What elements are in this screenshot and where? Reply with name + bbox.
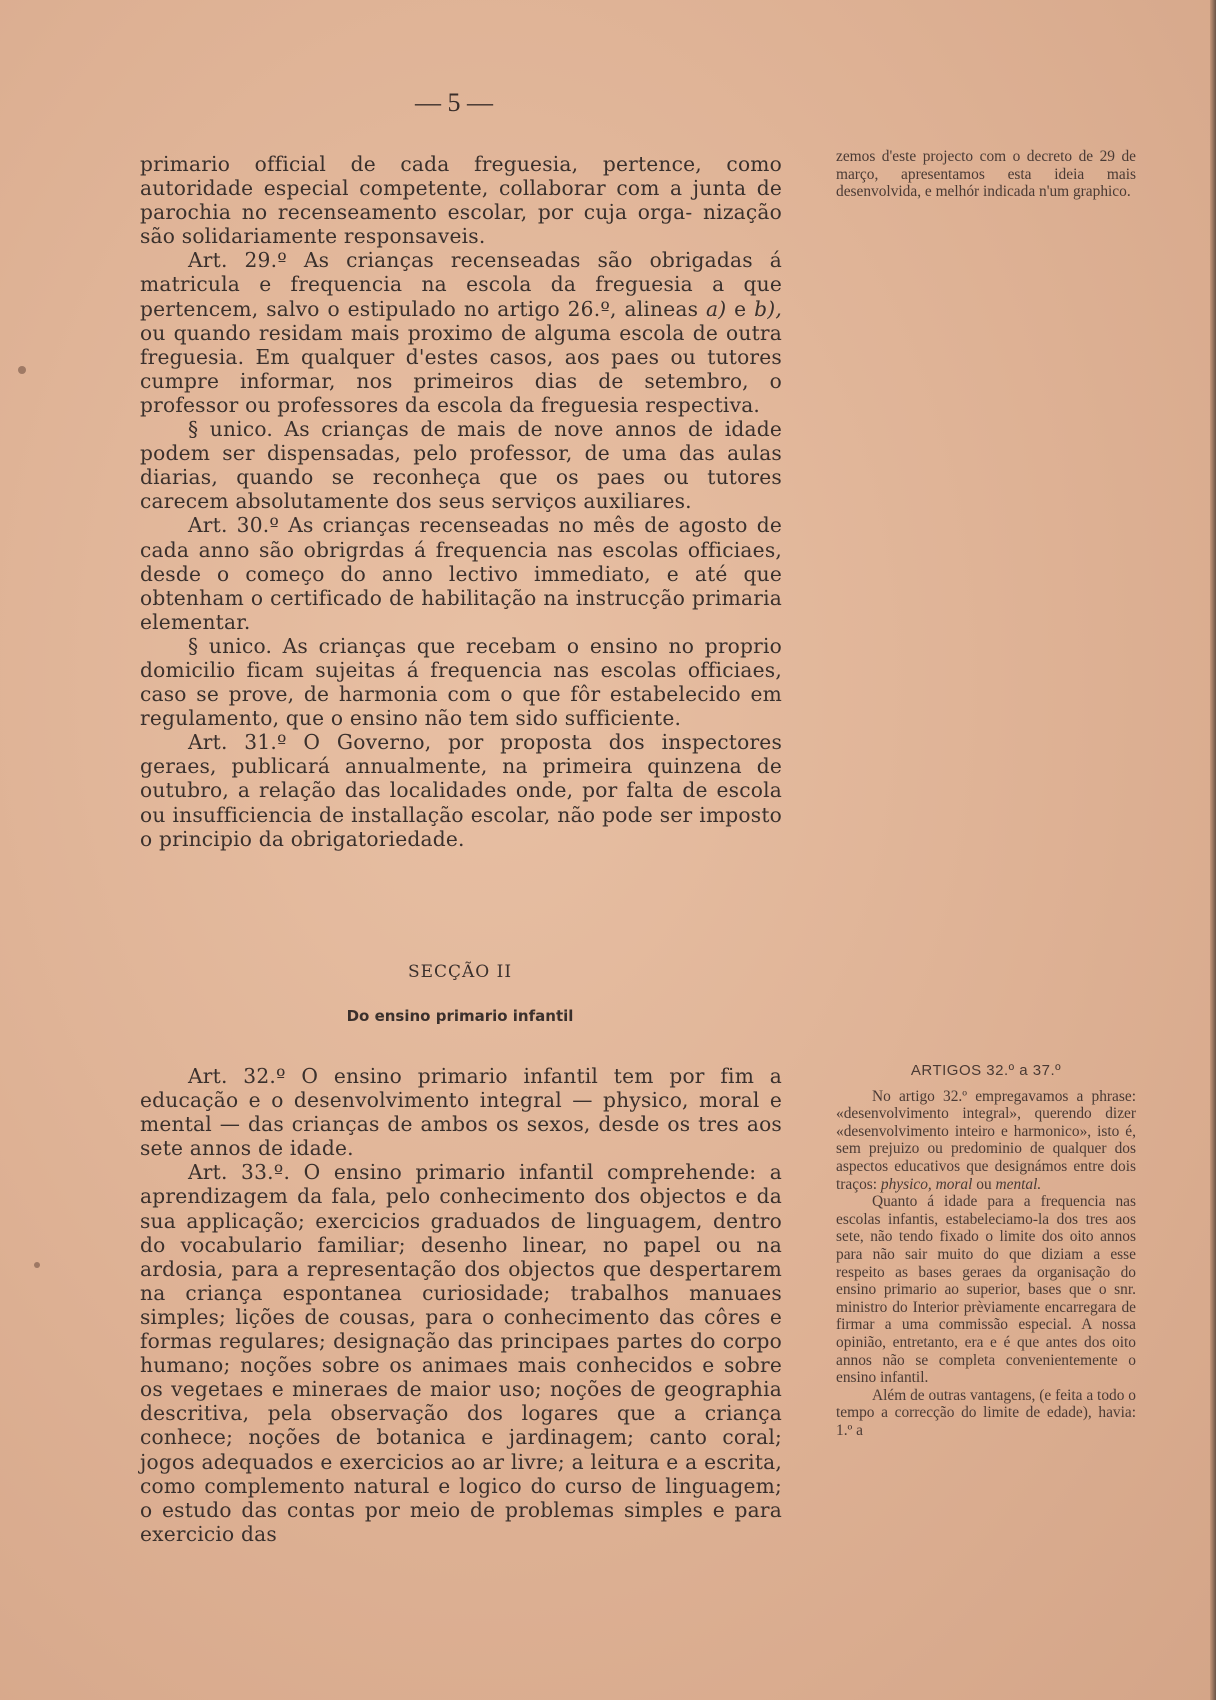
page-number: — 5 — — [415, 88, 493, 117]
article-text-rest: ou quando residam mais proximo de alguma escola de outra freguesia. Em qualquer d'estes casos, aos paes ou tutores cumpre informar, nos primeiros dias de setembro, o professor ou professores da escola da freguesia respectiva. — [140, 320, 782, 417]
item-b: b), — [754, 296, 782, 321]
page-edge — [1210, 0, 1216, 1700]
ink-blot — [34, 1262, 40, 1268]
side-paragraph-1 — [836, 1088, 1136, 1194]
articles-28-31 — [140, 152, 782, 851]
main-column-section-2 — [140, 1064, 782, 1546]
side-note-top — [836, 148, 1136, 201]
article-label: Art. 29.º — [188, 248, 287, 273]
side-italic: moral — [935, 1175, 973, 1193]
side-italic: physico, — [880, 1175, 932, 1193]
section-heading: SECÇÃO II — [407, 962, 513, 982]
side-paragraph-3: Além de outras vantagens, (e feita a todo o tempo a correcção do limite de edade), havia: 1.º a — [836, 1386, 1136, 1439]
side-note-text: zemos d'este projecto com o decreto de 29 de março, apresentamos esta ideia mais desenvolvida, e melhór indicada n'um graphico. — [836, 148, 1136, 201]
art28-tail — [140, 152, 782, 248]
main-column — [140, 152, 782, 851]
conjunction: e — [734, 296, 747, 321]
article-32: Art. 32.º O ensino primario infantil tem por fim a educação e o desenvolvimento integral — physico, moral e mental — das crianças de ambos os sexos, desde os tres aos sete annos de idade. — [140, 1064, 782, 1161]
text-line: autoridade especial competente, collaborar com a junta — [140, 176, 747, 201]
text-line: de parochia no recenseamento escolar, por cuja orga- — [140, 176, 782, 225]
side-heading: ARTIGOS 32.º a 37.º — [910, 1062, 1062, 1079]
ink-blot — [18, 366, 26, 374]
article-text: As crianças recenseadas são obrigadas á matricula e frequencia na escola da freguesia a que pertencem, salvo o estipulado no artigo 26.º, alineas — [140, 248, 782, 321]
item-a: a) — [706, 296, 727, 321]
article-29 — [140, 248, 782, 417]
side-paragraph-2: Quanto á idade para a frequencia nas escolas infantis, estabeleciamo-la dos tres aos sete, não tendo fixado o limite dos oito annos para não sair muito do que diziam a esse respeito as bases geraes da organisação do ensino primario ao superior, bases que o snr. ministro do Interior prèviamente encarregara de firmar a uma commissão especial. A nossa opinião, entretanto, era e é que antes dos oito annos não se completa convenientemente o ensino infantil. — [836, 1193, 1136, 1387]
side-text: ou — [976, 1175, 992, 1193]
article-30-unico: § unico. As crianças que recebam o ensino no proprio domicilio ficam sujeitas á frequencia nas escolas officiaes, caso se prove, de harmonia com o que fôr estabelecido em regulamento, que o ensino não tem sido sufficiente. — [140, 633, 782, 731]
section-subheading: Do ensino primario infantil — [346, 1007, 574, 1025]
text-line: primario official de cada freguesia, pertence, como — [140, 152, 782, 176]
side-text: No artigo 32.º empregavamos a phrase: «desenvolvimento integral», querendo dizer «desenvolvimento inteiro e harmonico», isto é, sem prejuizo ou predominio de qualquer dos aspectos educativos que designámos entre dois traços: — [836, 1087, 1136, 1193]
article-33: Art. 33.º. O ensino primario infantil comprehende: a aprendizagem da fala, pelo conhecimento dos objectos e da sua applicação; exercicios graduados de linguagem, dentro do vocabulario familiar; desenho linear, no papel ou na ardosia, para a representação dos objectos que despertarem na criança espontanea curiosidade; trabalhos manuaes simples; lições de cousas, para o conhecimento das côres e formas regulares; designação das principaes partes do corpo humano; noções sobre os animaes mais conhecidos e sobre os vegetaes e mineraes de maior uso; noções de geographia descritiva, pela observação dos logares que a criança conhece; noções de botanica e jardinagem; canto coral; jogos adequados e exercicios ao ar livre; a leitura e a escrita, como complemento natural e logico do curso de linguagem; o estudo das contas por meio de problemas simples e para exercicio das — [140, 1160, 782, 1546]
article-29-unico: § unico. As crianças de mais de nove annos de idade podem ser dispensadas, pelo professor, de uma das aulas diarias, quando se reconheça que os paes ou tutores carecem absolutamente dos seus serviços auxiliares. — [140, 417, 782, 514]
side-italic: mental. — [995, 1175, 1042, 1193]
side-note-bottom — [836, 1062, 1136, 1439]
text-line: nização são solidariamente responsaveis. — [140, 200, 783, 249]
article-31: Art. 31.º O Governo, por proposta dos inspectores geraes, publicará annualmente, na primeira quinzena de outubro, a relação das localidades onde, por falta de escola ou insufficiencia de installação escolar, não pode ser imposto o principio da obrigatoriedade. — [140, 730, 782, 851]
article-30: Art. 30.º As crianças recenseadas no mês de agosto de cada anno são obrigrdas á frequencia nas escolas officiaes, desde o começo do anno lectivo immediato, e até que obtenham o certificado de habilitação na instrucção primaria elementar. — [140, 513, 782, 634]
